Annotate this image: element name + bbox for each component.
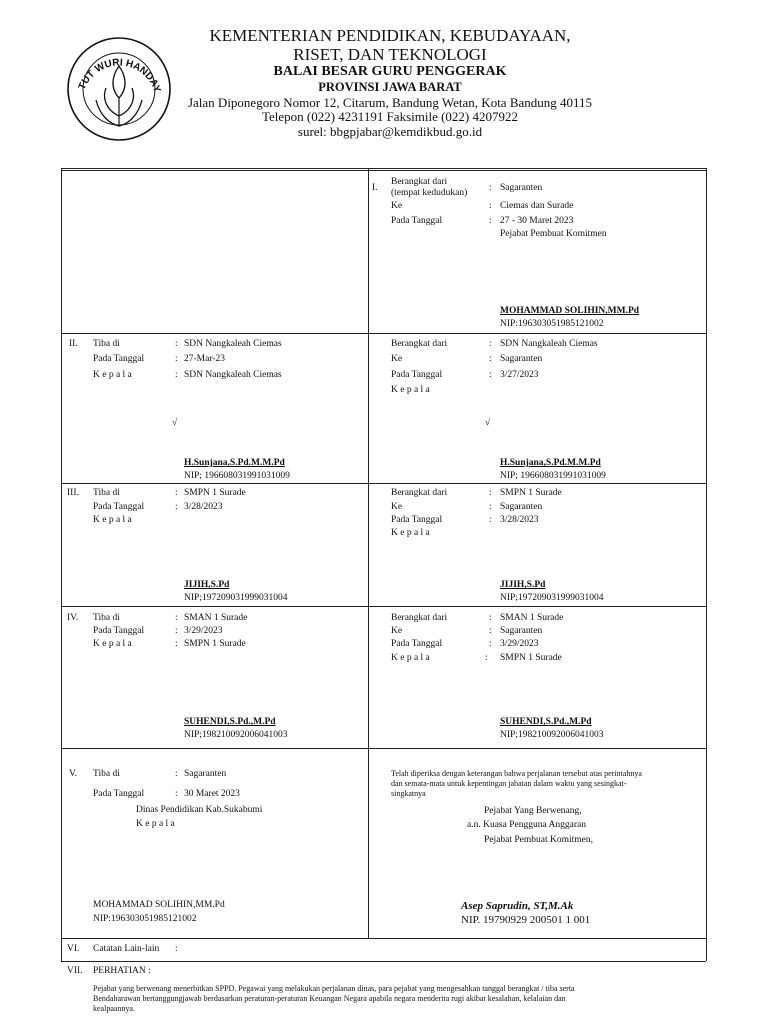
section-3-right-head-label: K e p a l a <box>391 528 430 538</box>
section-5-verification-text-2: dan semata-mata untuk kepentingan jabatan dalam waktu yang sesingkat- <box>391 779 627 788</box>
section-3-signatory-name: JIJIH,S.Pd <box>184 580 230 590</box>
section-4-date-value: 3/29/2023 <box>184 626 223 636</box>
section-5-official-title-2: a.n. Kuasa Pengguna Anggaran <box>467 820 586 830</box>
section-3-right-signatory-nip: NIP;197209031999031004 <box>500 593 604 603</box>
colon: : <box>489 515 492 525</box>
section-4-right-to-label: Ke <box>391 626 403 636</box>
section-3-date-label: Pada Tanggal <box>93 502 145 512</box>
colon: : <box>489 339 492 349</box>
office-address: Jalan Diponegoro Nomor 12, Citarum, Bandung Wetan, Kota Bandung 40115 <box>187 95 593 110</box>
section-7-notice-line-3: kealpaannya. <box>93 1004 135 1013</box>
office-email: surel: bbgpjabar@kemdikbud.go.id <box>297 124 483 139</box>
section-5-approver-nip: NIP. 19790929 200501 1 001 <box>461 914 591 926</box>
colon: : <box>485 653 488 663</box>
section-3-arrive-value: SMPN 1 Surade <box>184 488 246 498</box>
section-2-right-check-mark: √ <box>485 418 491 428</box>
section-3-right-date-value: 3/28/2023 <box>500 515 539 525</box>
section-4-right-head-label: K e p a l a <box>391 653 430 663</box>
section-5-arrive-value: Sagaranten <box>184 769 227 779</box>
section-4-date-label: Pada Tanggal <box>93 626 145 636</box>
office-name: BALAI BESAR GURU PENGGERAK <box>273 64 507 79</box>
section-2-number: II. <box>69 339 78 349</box>
section-5-agency: Dinas Pendidikan Kab.Sukabumi <box>136 805 263 815</box>
section-2-right-date-value: 3/27/2023 <box>500 370 539 380</box>
section-2-arrive-label: Tiba di <box>93 339 120 349</box>
colon: : <box>489 639 492 649</box>
section-2-right-signatory-name: H.Sunjana,S.Pd.M.M.Pd <box>500 458 601 468</box>
section-7-label: PERHATIAN : <box>93 966 151 976</box>
section-5-verification-text-3: singkatnya <box>391 789 426 798</box>
section-5-verification-text-1: Telah diperiksa dengan keterangan bahwa perjalanan tersebut atas perintahnya <box>391 769 642 778</box>
section-2-signatory-nip: NIP; 196608031991031009 <box>184 471 290 481</box>
section-2-check-mark: √ <box>172 418 178 428</box>
section-3-right-from-value: SMPN 1 Surade <box>500 488 562 498</box>
colon: : <box>175 502 178 512</box>
section-7-notice-line-2: Bendaharawan bertanggungjawab berdasarkan peraturan-peraturan Keuangan Negara apabila negara menderita rugi akibat kesalahan, kelalaian dan <box>93 994 566 1003</box>
section-4-right-date-label: Pada Tanggal <box>391 639 443 649</box>
section-5-official-title-3: Pejabat Pembuat Komitmen, <box>484 835 593 845</box>
section-3-number: III. <box>67 488 79 498</box>
section-5-approver-name: Asep Saprudin, ST,M.Ak <box>461 900 574 912</box>
section-2-head-value: SDN Nangkaleah Ciemas <box>184 370 282 380</box>
logo-tut-wuri-handayani <box>66 36 172 142</box>
section-2-right-from-value: SDN Nangkaleah Ciemas <box>500 339 598 349</box>
section-1-signatory-nip: NIP:196303051985121002 <box>500 319 604 329</box>
row-divider-1 <box>61 333 706 334</box>
colon: : <box>175 370 178 380</box>
section-6-colon: : <box>175 944 178 954</box>
section-1-from-label: Berangkat dari <box>391 177 448 187</box>
section-2-right-to-label: Ke <box>391 354 403 364</box>
row-divider-2 <box>61 483 706 484</box>
section-2-signatory-name: H.Sunjana,S.Pd.M.M.Pd <box>184 458 285 468</box>
colon: : <box>489 370 492 380</box>
section-4-signatory-nip: NIP;198210092006041003 <box>184 730 288 740</box>
ministry-line-1: KEMENTERIAN PENDIDIKAN, KEBUDAYAAN, <box>209 26 571 45</box>
section-1-signatory-name: MOHAMMAD SOLIHIN,MM.Pd <box>500 306 640 316</box>
table-border-top <box>61 168 706 169</box>
province-name: PROVINSI JAWA BARAT <box>318 80 462 94</box>
section-3-right-from-label: Berangkat dari <box>391 488 448 498</box>
section-1-number: I. <box>372 183 378 193</box>
section-3-right-date-label: Pada Tanggal <box>391 515 443 525</box>
section-4-arrive-label: Tiba di <box>93 613 120 623</box>
section-3-right-signatory-name: JIJIH,S.Pd <box>500 580 546 590</box>
colon: : <box>175 354 178 364</box>
section-4-head-value: SMPN 1 Surade <box>184 639 246 649</box>
section-1-date-label: Pada Tanggal <box>391 216 443 226</box>
section-4-right-from-value: SMAN 1 Surade <box>500 613 564 623</box>
colon: : <box>175 488 178 498</box>
section-4-right-signatory-name: SUHENDI,S.Pd.,M.Pd <box>500 717 592 727</box>
colon: : <box>175 339 178 349</box>
section-4-arrive-value: SMAN 1 Surade <box>184 613 248 623</box>
section-7-notice-line-1: Pejabat yang berwenang menerbitkan SPPD. Pegawai yang melakukan perjalanan dinas, para pejabat yang mengesahkan tanggal berangkat / tiba serta <box>93 984 575 993</box>
section-5-date-label: Pada Tanggal <box>93 789 145 799</box>
section-5-signatory-nip: NIP:196303051985121002 <box>93 914 197 924</box>
section-5-head-label: K e p a l a <box>136 819 175 829</box>
colon: : <box>175 789 178 799</box>
section-7-number: VII. <box>67 966 83 976</box>
section-3-date-value: 3/28/2023 <box>184 502 223 512</box>
section-6-number: VI. <box>67 944 80 954</box>
section-5-date-value: 30 Maret 2023 <box>184 789 240 799</box>
section-1-date-value: 27 - 30 Maret 2023 <box>500 216 574 226</box>
section-2-date-label: Pada Tanggal <box>93 354 145 364</box>
row-divider-5 <box>61 938 706 939</box>
section-3-right-to-value: Sagaranten <box>500 502 543 512</box>
colon: : <box>489 183 492 193</box>
section-3-right-to-label: Ke <box>391 502 403 512</box>
section-4-head-label: K e p a l a <box>93 639 132 649</box>
row-divider-4 <box>61 748 706 749</box>
section-3-signatory-nip: NIP;197209031999031004 <box>184 593 288 603</box>
table-border-top-inner <box>61 170 706 171</box>
section-5-signatory-name: MOHAMMAD SOLIHIN,MM.Pd <box>93 900 225 910</box>
table-column-divider <box>368 168 369 938</box>
section-1-to-value: Ciemas dan Surade <box>500 201 574 211</box>
section-3-arrive-label: Tiba di <box>93 488 120 498</box>
colon: : <box>175 613 178 623</box>
section-1-from-value: Sagaranten <box>500 183 543 193</box>
section-4-right-from-label: Berangkat dari <box>391 613 448 623</box>
section-4-right-head-value: SMPN 1 Surade <box>500 653 562 663</box>
section-2-right-signatory-nip: NIP; 196608031991031009 <box>500 471 606 481</box>
section-2-right-head-label: K e p a l a <box>391 385 430 395</box>
section-4-right-date-value: 3/29/2023 <box>500 639 539 649</box>
ministry-line-2: RISET, DAN TEKNOLOGI <box>293 45 487 64</box>
table-border-left <box>61 168 62 961</box>
section-1-from-sublabel: (tempat kedudukan) <box>391 188 468 198</box>
section-5-official-title-1: Pejabat Yang Berwenang, <box>484 806 582 816</box>
office-phone: Telepon (022) 4231191 Faksimile (022) 4207922 <box>261 109 519 124</box>
section-4-number: IV. <box>67 613 79 623</box>
section-2-head-label: K e p a l a <box>93 370 132 380</box>
section-5-number: V. <box>69 769 78 779</box>
colon: : <box>489 216 492 226</box>
colon: : <box>489 201 492 211</box>
colon: : <box>489 488 492 498</box>
table-border-right <box>706 168 707 961</box>
section-2-arrive-value: SDN Nangkaleah Ciemas <box>184 339 282 349</box>
section-4-right-signatory-nip: NIP;198210092006041003 <box>500 730 604 740</box>
section-2-right-from-label: Berangkat dari <box>391 339 448 349</box>
section-2-right-date-label: Pada Tanggal <box>391 370 443 380</box>
section-6-label: Catatan Lain-lain <box>93 944 160 954</box>
section-2-date-value: 27-Mar-23 <box>184 354 225 364</box>
row-divider-3 <box>61 606 706 607</box>
colon: : <box>489 626 492 636</box>
section-4-signatory-name: SUHENDI,S.Pd.,M.Pd <box>184 717 276 727</box>
section-1-to-label: Ke <box>391 201 403 211</box>
colon: : <box>489 354 492 364</box>
colon: : <box>489 502 492 512</box>
svg-text:TUT WURI HANDAYANI: TUT WURI HANDAY <box>76 57 163 94</box>
colon: : <box>175 626 178 636</box>
section-5-arrive-label: Tiba di <box>93 769 120 779</box>
section-1-official: Pejabat Pembuat Komitmen <box>500 229 607 239</box>
colon: : <box>175 769 178 779</box>
section-2-right-to-value: Sagaranten <box>500 354 543 364</box>
colon: : <box>175 639 178 649</box>
section-4-right-to-value: Sagaranten <box>500 626 543 636</box>
colon: : <box>489 613 492 623</box>
section-3-head-label: K e p a l a <box>93 515 132 525</box>
table-border-bottom <box>61 961 706 962</box>
